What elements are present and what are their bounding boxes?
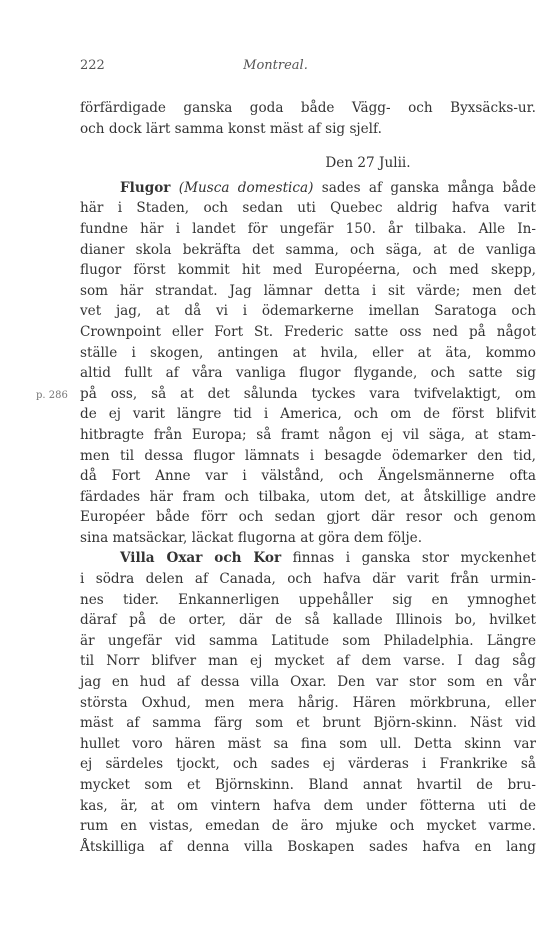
text-line: ställe i skogen, antingen at hvila, eller at äta, kommo — [80, 344, 536, 361]
text-line: sina matsäckar, läckat flugorna at göra dem följe. — [80, 529, 423, 546]
text-line: altid fullt af våra vanliga flugor flygande, och satte sig — [80, 365, 536, 382]
text-line: förfärdigade ganska goda både Vägg- och Byxsäcks-ur. — [80, 100, 536, 116]
text-line: och dock lärt samma konst mäst af sig sjelf. — [80, 120, 382, 137]
text-line: til Norr blifver man ej mycket af dem varse. I dag såg — [80, 653, 536, 670]
subject-term: Flugor — [120, 179, 171, 196]
latin-name: (Musca domestica) — [178, 179, 314, 196]
text-line: däraf på de orter, där de så kallade Illinois bo, hvilket — [80, 612, 536, 629]
subject-term: Villa Oxar och Kor — [120, 550, 282, 567]
running-title: Montreal. — [243, 58, 308, 73]
text-line: i södra delen af Canada, och hafva där varit från urmin- — [80, 571, 536, 588]
paragraph-first-line — [80, 548, 536, 569]
text-line: här i Staden, och sedan uti Quebec aldrig hafva varit — [80, 200, 536, 217]
text-line: som här strandat. Jag lämnar detta i sit värde; men det — [80, 282, 536, 299]
text-line: på oss, så at det sålunda tyckes vara tvifvelaktigt, om — [80, 385, 536, 402]
body-text — [80, 98, 536, 857]
text-line: största Oxhud, men mera hårig. Hären mörkbruna, eller — [80, 694, 536, 711]
text-line: fundne här i landet för ungefär 150. år tilbaka. Alle In- — [80, 220, 536, 237]
text-line: Crownpoint eller Fort St. Frederic satte oss ned på något — [80, 323, 536, 340]
text-line: vet jag, at då vi i ödemarkerne imellan Saratoga och — [80, 303, 536, 320]
text-line: mäst af samma färg som et brunt Björn-skinn. Näst vid — [80, 715, 536, 732]
text-line: de ej varit längre tid i America, och om de först blifvit — [80, 406, 536, 423]
margin-page-reference: p. 286 — [36, 390, 68, 401]
text-line: Européer både förr och sedan gjort där resor och genom — [80, 509, 536, 526]
text-line: flugor först kommit hit med Européerna, och med skepp, — [80, 262, 536, 279]
date-heading: Den 27 Julii. — [325, 155, 411, 172]
text-line: jag en hud af dessa villa Oxar. Den var stor som en vår — [80, 674, 536, 691]
paragraph-first-line — [80, 178, 536, 199]
text-line: Åtskilliga af denna villa Boskapen sades hafva en lang — [80, 838, 536, 855]
text-line: mycket som et Björnskinn. Bland annat hvartil de bru- — [80, 777, 536, 793]
text-line: är ungefär vid samma Latitude som Philadelphia. Längre — [80, 632, 536, 649]
text-fragment: finnas i ganska stor myckenhet — [292, 550, 536, 567]
text-line: rum en vistas, emedan de äro mjuke och mycket varme. — [80, 818, 536, 835]
text-line: ej särdeles tjockt, och sades ej värderas i Frankrike så — [80, 756, 536, 773]
text-line: dianer skola bekräfta det samma, och säga, at de vanliga — [80, 241, 536, 258]
text-line: nes tider. Enkannerligen uppehåller sig en ymnoghet — [80, 591, 536, 608]
text-line: men til dessa flugor lämnats i besagde ödemarker den tid, — [80, 447, 536, 464]
text-line: hitbragte från Europa; så framt någon ej vil säga, at stam- — [80, 426, 536, 443]
text-line: kas, är, at om vintern hafva dem under fötterna uti de — [80, 797, 536, 814]
text-line: färdades här fram och tilbaka, utom det, at åtskillige andre — [80, 488, 536, 505]
page-number: 222 — [80, 58, 105, 73]
text-line: då Fort Anne var i välstånd, och Ängelsmännerne ofta — [80, 468, 536, 485]
text-fragment: sades af ganska många både — [321, 179, 537, 196]
text-line: hullet voro hären mäst sa fina som ull. Detta skinn var — [80, 735, 536, 752]
